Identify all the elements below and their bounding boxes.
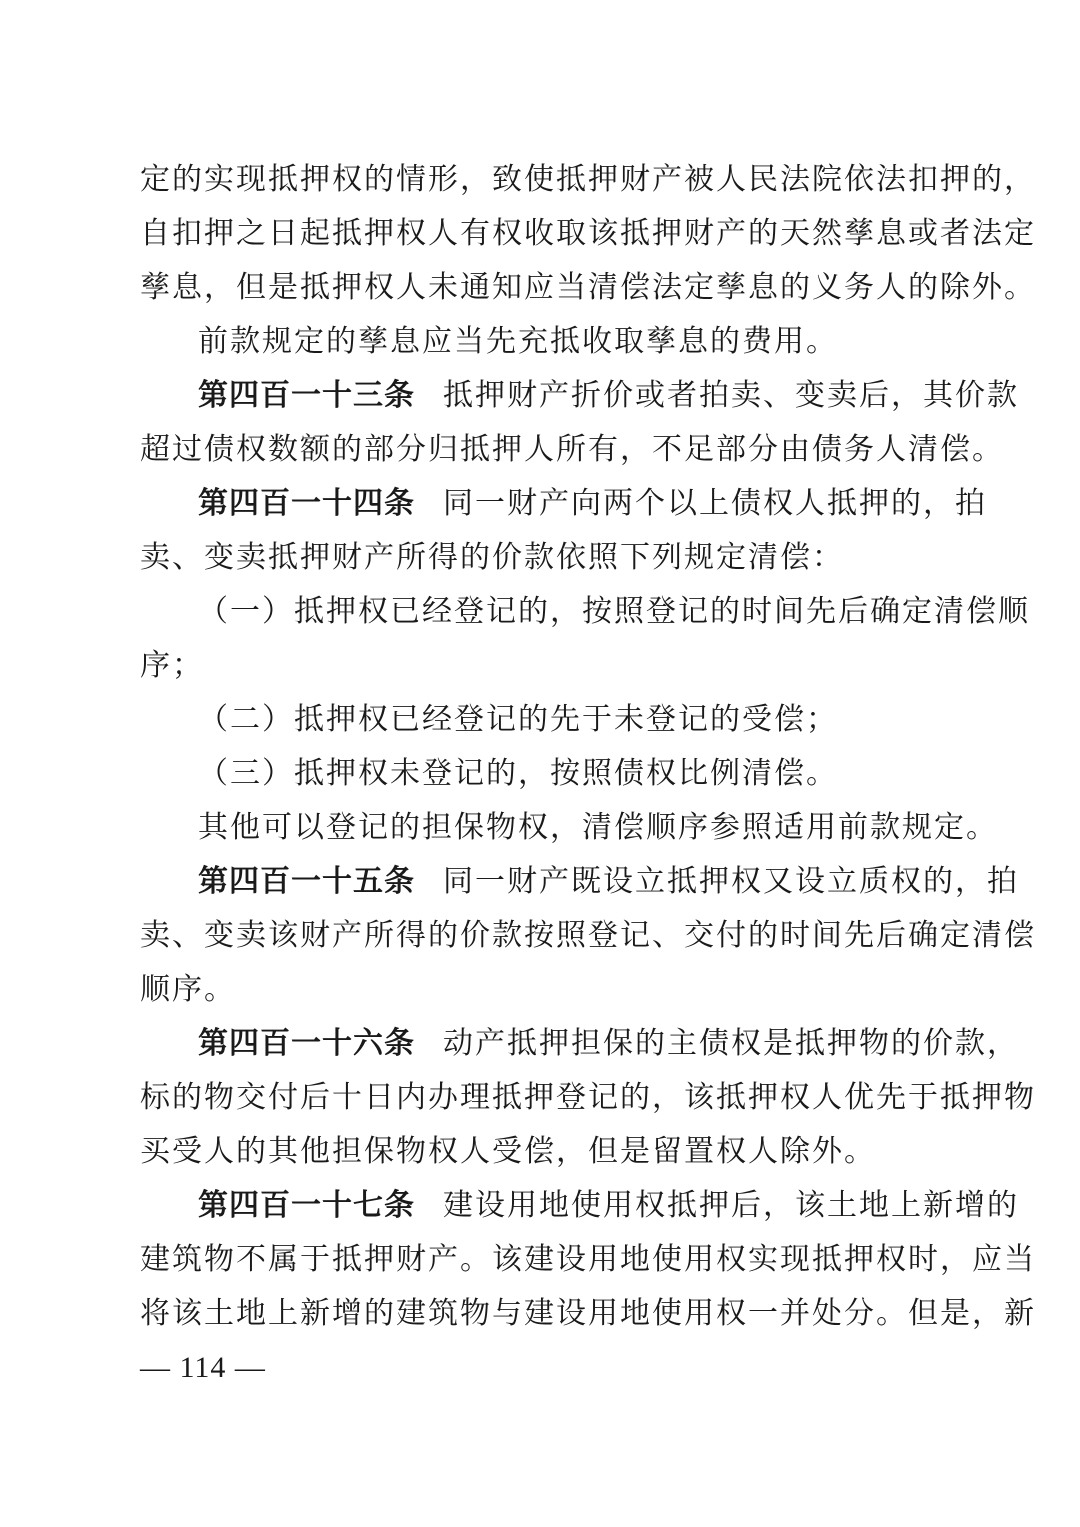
article-heading: 第四百一十五条	[198, 864, 415, 899]
article-text: 动产抵押担保的主债权是抵押物的价款，	[443, 1026, 1019, 1061]
article-415-line	[198, 862, 1019, 902]
article-heading: 第四百一十四条	[198, 486, 415, 521]
article-text: 建设用地使用权抵押后，该土地上新增的	[443, 1188, 1019, 1223]
text-line: 建筑物不属于抵押财产。该建设用地使用权实现抵押权时，应当	[140, 1242, 1036, 1277]
article-417-line	[198, 1186, 1019, 1226]
text-line: 孳息，但是抵押权人未通知应当清偿法定孳息的义务人的除外。	[140, 270, 1036, 305]
text-line: 前款规定的孳息应当先充抵收取孳息的费用。	[198, 324, 838, 359]
article-text: 同一财产向两个以上债权人抵押的，拍	[443, 486, 987, 521]
page-number: — 114 —	[140, 1351, 266, 1384]
text-line: 将该土地上新增的建筑物与建设用地使用权一并处分。但是，新	[140, 1296, 1036, 1331]
text-line: 卖、变卖抵押财产所得的价款依照下列规定清偿：	[140, 540, 844, 575]
text-line: 顺序。	[140, 972, 236, 1007]
article-413-line	[198, 376, 1019, 416]
article-heading: 第四百一十六条	[198, 1026, 415, 1061]
text-line: 超过债权数额的部分归抵押人所有，不足部分由债务人清偿。	[140, 432, 1004, 467]
text-line: 卖、变卖该财产所得的价款按照登记、交付的时间先后确定清偿	[140, 918, 1036, 953]
article-text: 同一财产既设立抵押权又设立质权的，拍	[443, 864, 1019, 899]
text-line: 其他可以登记的担保物权，清偿顺序参照适用前款规定。	[198, 810, 998, 845]
text-line: 定的实现抵押权的情形，致使抵押财产被人民法院依法扣押的，	[140, 162, 1036, 197]
text-line: 标的物交付后十日内办理抵押登记的，该抵押权人优先于抵押物	[140, 1080, 1036, 1115]
article-text: 抵押财产折价或者拍卖、变卖后，其价款	[443, 378, 1019, 413]
list-item: （三）抵押权未登记的，按照债权比例清偿。	[198, 756, 838, 791]
text-line: 序；	[140, 648, 204, 683]
article-heading: 第四百一十三条	[198, 378, 415, 413]
article-416-line	[198, 1024, 1019, 1064]
article-414-line	[198, 484, 987, 524]
list-item: （二）抵押权已经登记的先于未登记的受偿；	[198, 702, 838, 737]
article-heading: 第四百一十七条	[198, 1188, 415, 1223]
list-item: （一）抵押权已经登记的，按照登记的时间先后确定清偿顺	[198, 594, 1030, 629]
text-line: 买受人的其他担保物权人受偿，但是留置权人除外。	[140, 1134, 876, 1169]
text-line: 自扣押之日起抵押权人有权收取该抵押财产的天然孳息或者法定	[140, 216, 1036, 251]
